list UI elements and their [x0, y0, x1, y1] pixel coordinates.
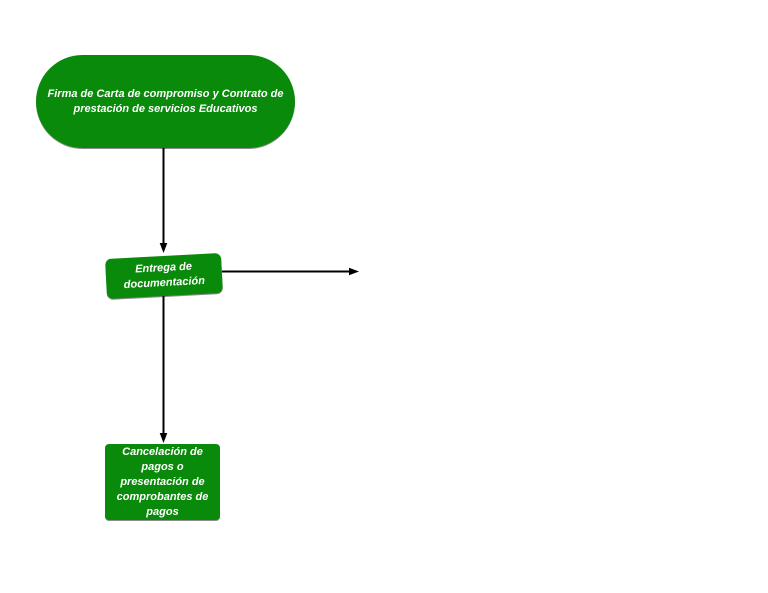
node-label-line: Entrega de: [134, 260, 193, 276]
arrow-down-1: [160, 148, 168, 253]
arrow-right: [222, 268, 359, 276]
node-label-line: pagos o: [141, 460, 184, 473]
node-firma-carta: [36, 55, 295, 148]
node-label-line: pagos: [146, 505, 179, 518]
arrow-down-2: [160, 296, 168, 443]
node-label-line: prestación de servicios Educativos: [73, 102, 258, 115]
node-label-line: comprobantes de: [116, 490, 209, 503]
node-entrega-documentacion: [105, 253, 223, 299]
node-label-line: documentación: [123, 274, 206, 292]
node-label-line: presentación de: [120, 475, 205, 488]
node-cancelacion-pagos: [105, 444, 220, 520]
node-label-line: Cancelación de: [122, 445, 203, 458]
node-label-line: Firma de Carta de compromiso y Contrato de: [47, 87, 284, 100]
